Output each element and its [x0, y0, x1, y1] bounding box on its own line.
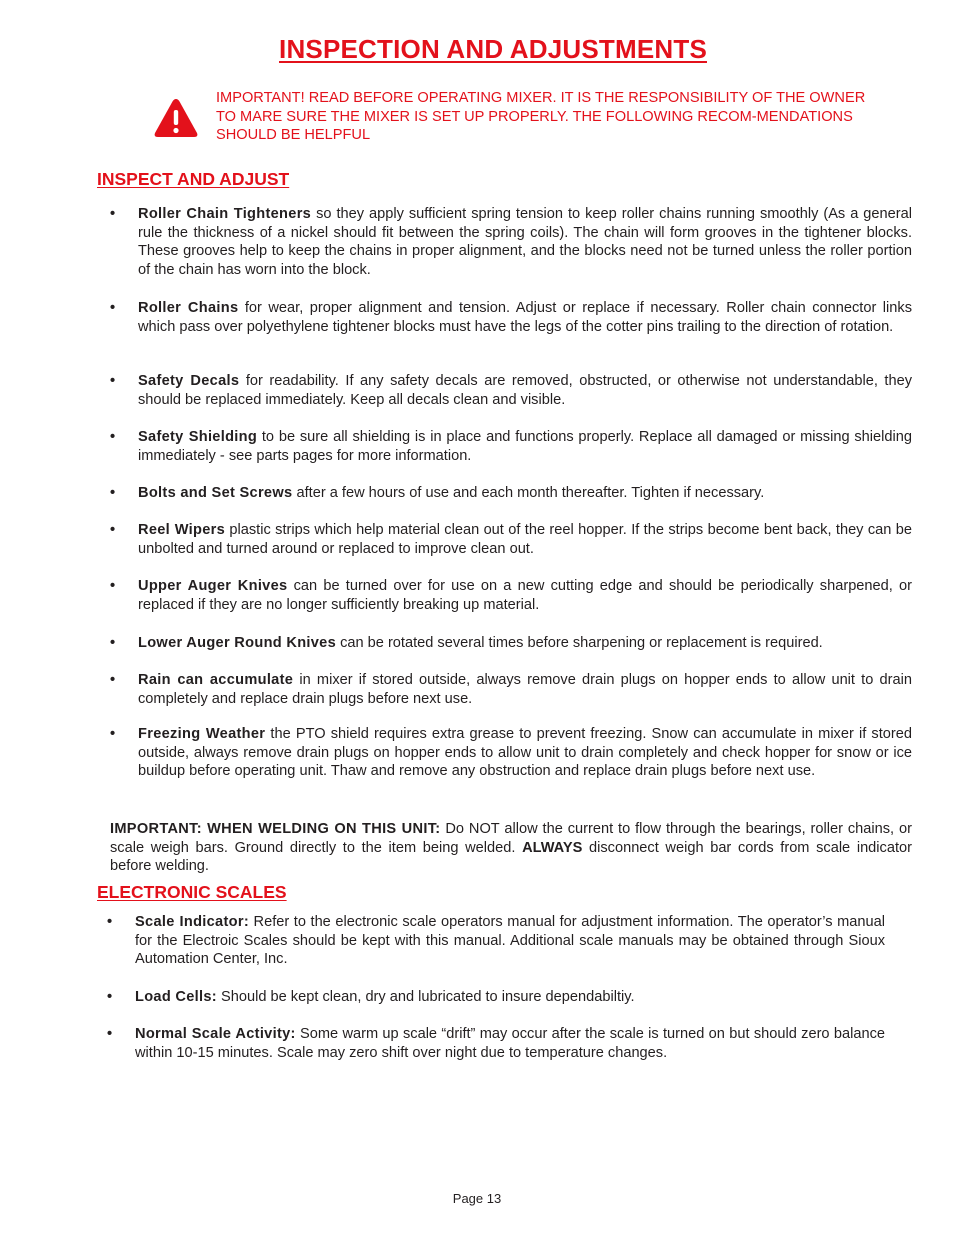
item-text: can be turned over for use on a new cutting edge and should be periodically sharpened, or replaced if they are no longer sufficiently breaking up material.: [138, 578, 912, 613]
bullet-icon: •: [110, 485, 116, 501]
item-text: to be sure all shielding is in place and functions properly. Replace all damaged or missing shielding immediately - see parts pages for more information.: [138, 429, 912, 464]
bullet-icon: •: [107, 914, 113, 930]
page-number: Page 13: [452, 1191, 502, 1206]
item-term: Safety Shielding: [138, 429, 258, 445]
item-term: Reel Wipers: [138, 522, 226, 538]
bullet-icon: •: [110, 635, 116, 651]
bullet-icon: •: [110, 429, 116, 445]
bullet-icon: •: [107, 1026, 113, 1042]
list-item: [110, 577, 912, 614]
bullet-icon: •: [110, 672, 116, 688]
list-item: [107, 988, 885, 1007]
warning-triangle-icon: [153, 97, 199, 139]
item-text: for wear, proper alignment and tension. Adjust or replace if necessary. Roller chain connector links which pass over polyethylene tightener blocks must have the legs of the cotter pins trailing to the direction of rotation.: [138, 300, 912, 335]
list-item: [110, 299, 912, 336]
item-text: Some warm up scale “drift” may occur after the scale is turned on but should zero balance within 10-15 minutes. Scale may zero shift over night due to temperature changes.: [135, 1026, 885, 1061]
welding-lead: IMPORTANT: WHEN WELDING ON THIS UNIT:: [110, 821, 441, 837]
list-item: [110, 428, 912, 465]
item-text: the PTO shield requires extra grease to prevent freezing. Snow can accumulate in mixer if stored outside, always remove drain plugs on hopper ends to allow unit to drain completely and check hopper for snow or ice buildup before operating unit. Thaw and remove any obstruction and replace drain plugs before next use.: [138, 726, 912, 780]
welding-text-end: disconnect weigh bar cords from scale indicator before welding.: [110, 839, 912, 875]
item-text: can be rotated several times before sharpening or replacement is required.: [336, 635, 823, 651]
item-text: Should be kept clean, dry and lubricated to insure dependabiltiy.: [216, 989, 635, 1005]
item-text: plastic strips which help material clean out of the reel hopper. If the strips become bent back, they can be unbolted and turned around or replaced to improve clean out.: [138, 522, 912, 557]
item-text: for readability. If any safety decals are removed, obstructed, or otherwise not understandable, they should be replaced immediately. Keep all decals clean and visible.: [138, 373, 912, 408]
bullet-icon: •: [110, 300, 116, 316]
item-text: so they apply sufficient spring tension to keep roller chains running smoothly (As a general rule the thickness of a nickel should fit between the spring coils). The chain will form grooves in the tightener blocks. These grooves help to keep the chains in proper alignment, and the blocks need not be turned unless the roller portion of the chain has worn into the block.: [138, 206, 912, 278]
page-title: INSPECTION AND ADJUSTMENTS: [279, 34, 707, 64]
item-term: Roller Chain Tighteners: [138, 206, 312, 222]
bullet-icon: •: [110, 522, 116, 538]
section-heading-inspect: INSPECT AND ADJUST: [97, 169, 290, 189]
bullet-icon: •: [110, 726, 116, 742]
list-item: [110, 372, 912, 409]
item-text: Refer to the electronic scale operators manual for adjustment information. The operator’s manual for the Electroic Scales should be kept with this manual. Additional scale manuals may be obtained through Sioux Automation Center, Inc.: [135, 914, 885, 968]
item-term: Roller Chains: [138, 300, 239, 316]
list-item: [110, 634, 912, 653]
section-heading-scales: ELECTRONIC SCALES: [97, 882, 287, 902]
list-item: [107, 1025, 885, 1062]
item-term: Lower Auger Round Knives: [138, 635, 337, 651]
item-term: Scale Indicator:: [135, 914, 249, 930]
item-term: Upper Auger Knives: [138, 578, 288, 594]
bullet-icon: •: [110, 206, 116, 222]
list-item: [107, 913, 885, 969]
bullet-icon: •: [110, 373, 116, 389]
item-term: Normal Scale Activity:: [135, 1026, 296, 1042]
welding-emphasis: ALWAYS: [522, 839, 583, 856]
list-item: [110, 205, 912, 279]
welding-notice: [110, 820, 912, 876]
warning-text: IMPORTANT! READ BEFORE OPERATING MIXER. IT IS THE RESPONSIBILITY OF THE OWNER TO MARE SURE THE MIXER IS SET UP PROPERLY. THE FOLLOWING RECOM-MENDATIONS SHOULD BE HELPFUL: [216, 90, 866, 143]
list-item: [110, 484, 912, 503]
list-item: [110, 671, 912, 708]
welding-text: Do NOT allow the current to flow through the bearings, roller chains, or scale weigh bars. Ground directly to the item being welded.: [110, 821, 912, 856]
item-term: Bolts and Set Screws: [138, 485, 293, 501]
item-term: Load Cells:: [135, 989, 217, 1005]
bullet-icon: •: [110, 578, 116, 594]
item-text: in mixer if stored outside, always remove drain plugs on hopper ends to allow unit to drain completely and replace drain plugs before next use.: [138, 672, 912, 707]
item-term: Rain can accumulate: [138, 672, 294, 688]
list-item: [110, 725, 912, 781]
item-text: after a few hours of use and each month thereafter. Tighten if necessary.: [292, 485, 765, 501]
item-term: Safety Decals: [138, 373, 240, 389]
list-item: [110, 521, 912, 558]
item-term: Freezing Weather: [138, 726, 266, 742]
bullet-icon: •: [107, 989, 113, 1005]
